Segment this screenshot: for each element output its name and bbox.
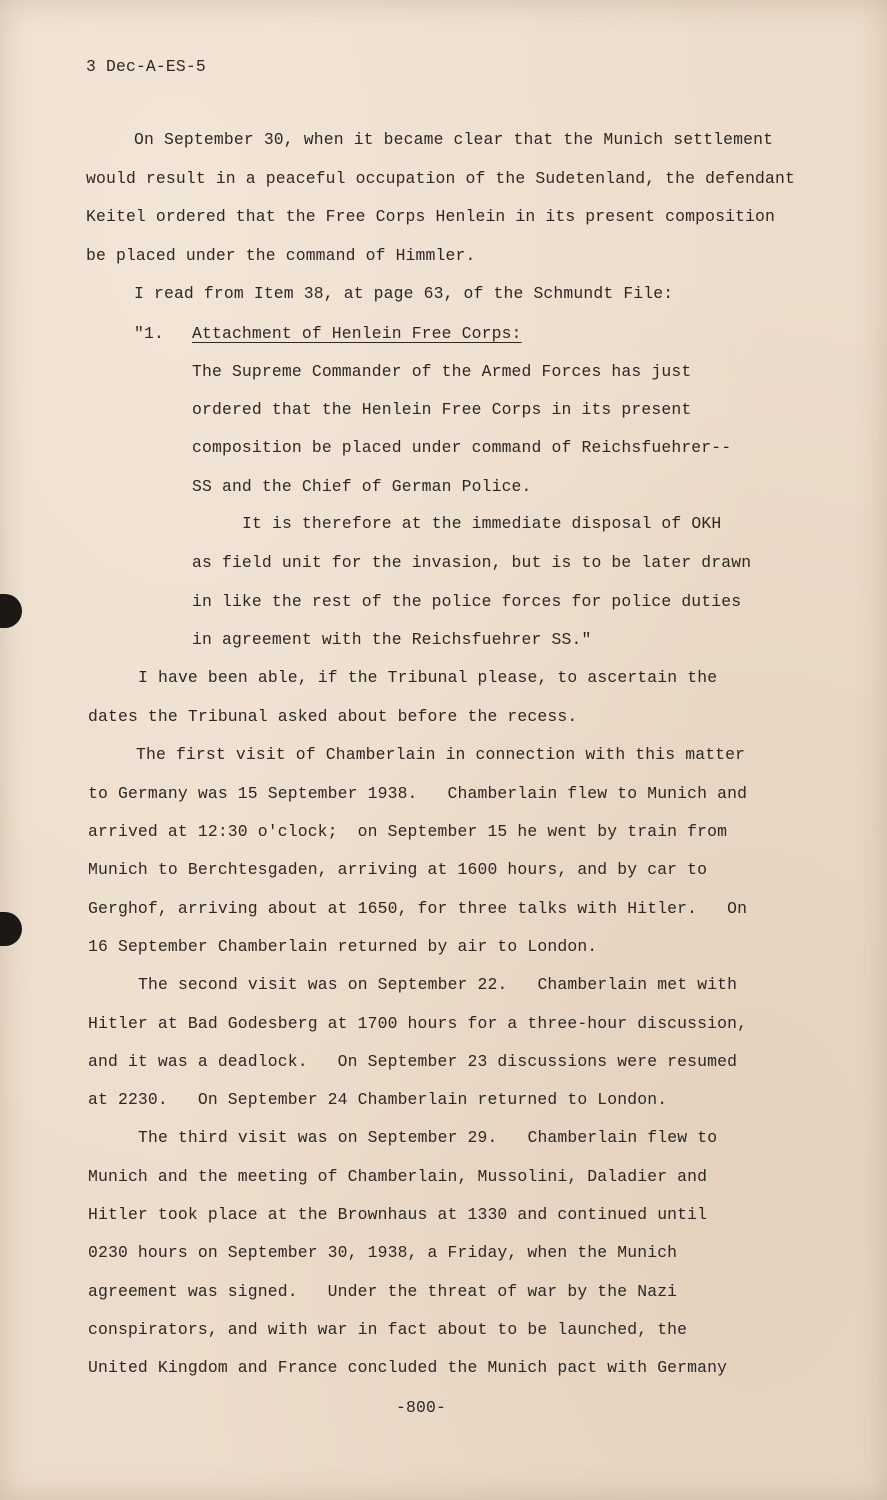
text-line: be placed under the command of Himmler. (86, 246, 476, 265)
text-line: dates the Tribunal asked about before the recess. (88, 707, 578, 726)
binder-hole (0, 594, 22, 628)
quote-heading: Attachment of Henlein Free Corps: (192, 324, 522, 343)
quote-item-number: "1. (134, 324, 164, 343)
text-line: ordered that the Henlein Free Corps in its present (192, 400, 692, 419)
binder-hole (0, 912, 22, 946)
text-line: Munich to Berchtesgaden, arriving at 1600 hours, and by car to (88, 860, 708, 879)
text-line: I read from Item 38, at page 63, of the Schmundt File: (134, 284, 674, 303)
text-line: arrived at 12:30 o'clock; on September 15 he went by train from (88, 822, 728, 841)
text-line: Munich and the meeting of Chamberlain, Mussolini, Daladier and (88, 1167, 708, 1186)
text-line: composition be placed under command of Reichsfuehrer-- (192, 438, 732, 457)
text-line: SS and the Chief of German Police. (192, 477, 532, 496)
text-line: to Germany was 15 September 1938. Chamberlain flew to Munich and (88, 784, 748, 803)
text-line: would result in a peaceful occupation of the Sudetenland, the defendant (86, 169, 796, 188)
text-line: Keitel ordered that the Free Corps Henlein in its present composition (86, 207, 776, 226)
text-line: and it was a deadlock. On September 23 discussions were resumed (88, 1052, 738, 1071)
text-line: Hitler at Bad Godesberg at 1700 hours for a three-hour discussion, (88, 1014, 748, 1033)
text-line: in like the rest of the police forces for police duties (192, 592, 742, 611)
text-line: in agreement with the Reichsfuehrer SS." (192, 630, 592, 649)
page-header: 3 Dec-A-ES-5 (86, 57, 206, 76)
text-line: conspirators, and with war in fact about to be launched, the (88, 1320, 688, 1339)
text-line: I have been able, if the Tribunal please, to ascertain the (138, 668, 718, 687)
text-line: United Kingdom and France concluded the Munich pact with Germany (88, 1358, 728, 1377)
text-line: The Supreme Commander of the Armed Forces has just (192, 362, 692, 381)
text-line: The third visit was on September 29. Chamberlain flew to (138, 1128, 718, 1147)
page-number: -800- (396, 1398, 446, 1417)
text-line: Hitler took place at the Brownhaus at 1330 and continued until (88, 1205, 708, 1224)
text-line: It is therefore at the immediate disposal of OKH (242, 514, 722, 533)
text-line: The first visit of Chamberlain in connection with this matter (136, 745, 746, 764)
text-line: as field unit for the invasion, but is to be later drawn (192, 553, 752, 572)
text-line: The second visit was on September 22. Chamberlain met with (138, 975, 738, 994)
text-line: agreement was signed. Under the threat of war by the Nazi (88, 1282, 678, 1301)
text-line: at 2230. On September 24 Chamberlain returned to London. (88, 1090, 668, 1109)
text-line: On September 30, when it became clear that the Munich settlement (134, 130, 774, 149)
text-line: 0230 hours on September 30, 1938, a Friday, when the Munich (88, 1243, 678, 1262)
text-line: Gerghof, arriving about at 1650, for three talks with Hitler. On (88, 899, 748, 918)
text-line: 16 September Chamberlain returned by air to London. (88, 937, 598, 956)
